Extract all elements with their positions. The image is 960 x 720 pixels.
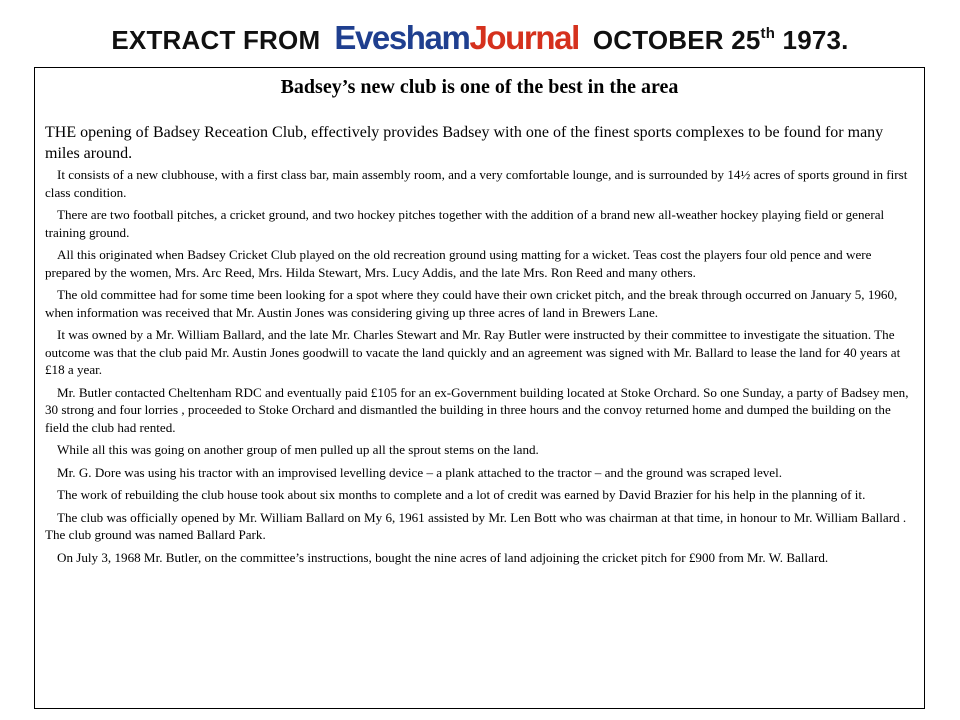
header-date (593, 25, 849, 56)
masthead-evesham: Evesham (334, 18, 470, 56)
article-paragraph: The old committee had for some time been looking for a spot where they could have their own cricket pitch, and the break through occurred on January 5, 1960, when information was received that Mr. Austin Jones was considering giving up three acres of land in Brewers Lane. (45, 287, 898, 320)
article-paragraph: While all this was going on another group of men pulled up all the sprout stems on the land. (57, 442, 539, 457)
article-paragraph: All this originated when Badsey Cricket Club played on the old recreation ground using matting for a wicket. Teas cost the players four old pence and were prepared by the women, Mrs. Arc Reed, Mrs. Hilda Stewart, Mrs. Lucy Addis, and the late Mrs. Ron Reed and many others. (45, 247, 872, 280)
article-headline: Badsey’s new club is one of the best in the area (280, 76, 679, 98)
page-header (0, 16, 960, 64)
article-paragraph: The work of rebuilding the club house took about six months to complete and a lot of credit was earned by David Brazier for his help in the planning of it. (57, 487, 866, 502)
article-paragraph: It was owned by a Mr. William Ballard, and the late Mr. Charles Stewart and Mr. Ray Butler were instructed by their committee to investigate the situation. The outcome was that the club paid Mr. Austin Jones goodwill to vacate the land quickly and an agreement was signed with Mr. Ballard to lease the land for 40 years at £18 a year. (45, 327, 901, 377)
article-paragraph: On July 3, 1968 Mr. Butler, on the committee’s instructions, bought the nine acres of land adjoining the cricket pitch for £900 from Mr. W. Ballard. (57, 549, 829, 565)
date-year: 1973. (782, 24, 849, 55)
article-lead: THE opening of Badsey Receation Club, effectively provides Badsey with one of the finest sports complexes to be found for many miles around. (45, 124, 884, 162)
article-paragraph: It consists of a new clubhouse, with a first class bar, main assembly room, and a very comfortable lounge, and is surrounded by 14½ acres of sports ground in first class condition. (45, 167, 908, 200)
date-text: OCTOBER 25 (592, 24, 761, 55)
date-ordinal: th (760, 24, 776, 42)
article-paragraph: There are two football pitches, a cricket ground, and two hockey pitches together with the addition of a brand new all-weather hockey playing field or general training ground. (45, 207, 885, 240)
header-prefix: EXTRACT FROM (111, 24, 321, 55)
newspaper-logo (334, 18, 579, 56)
article-paragraph: Mr. Butler contacted Cheltenham RDC and eventually paid £105 for an ex-Government building located at Stoke Orchard. So one Sunday, a party of Badsey men, 30 strong and four lorries , proceeded to Stoke Orchard and dismantled the building in three hours and the convoy returned home and dumped the building on the field the club had rented. (45, 384, 909, 435)
article-body (45, 166, 910, 566)
article-paragraph: The club was officially opened by Mr. William Ballard on My 6, 1961 assisted by Mr. Len Bott who was chairman at that time, in honour to Mr. William Ballard . The club ground was named Ballard Park. (45, 509, 907, 542)
masthead-journal: Journal (469, 18, 579, 56)
article-paragraph: Mr. G. Dore was using his tractor with an improvised levelling device – a plank attached to the tractor – and the ground was scraped level. (57, 464, 783, 480)
article-frame (34, 67, 925, 709)
